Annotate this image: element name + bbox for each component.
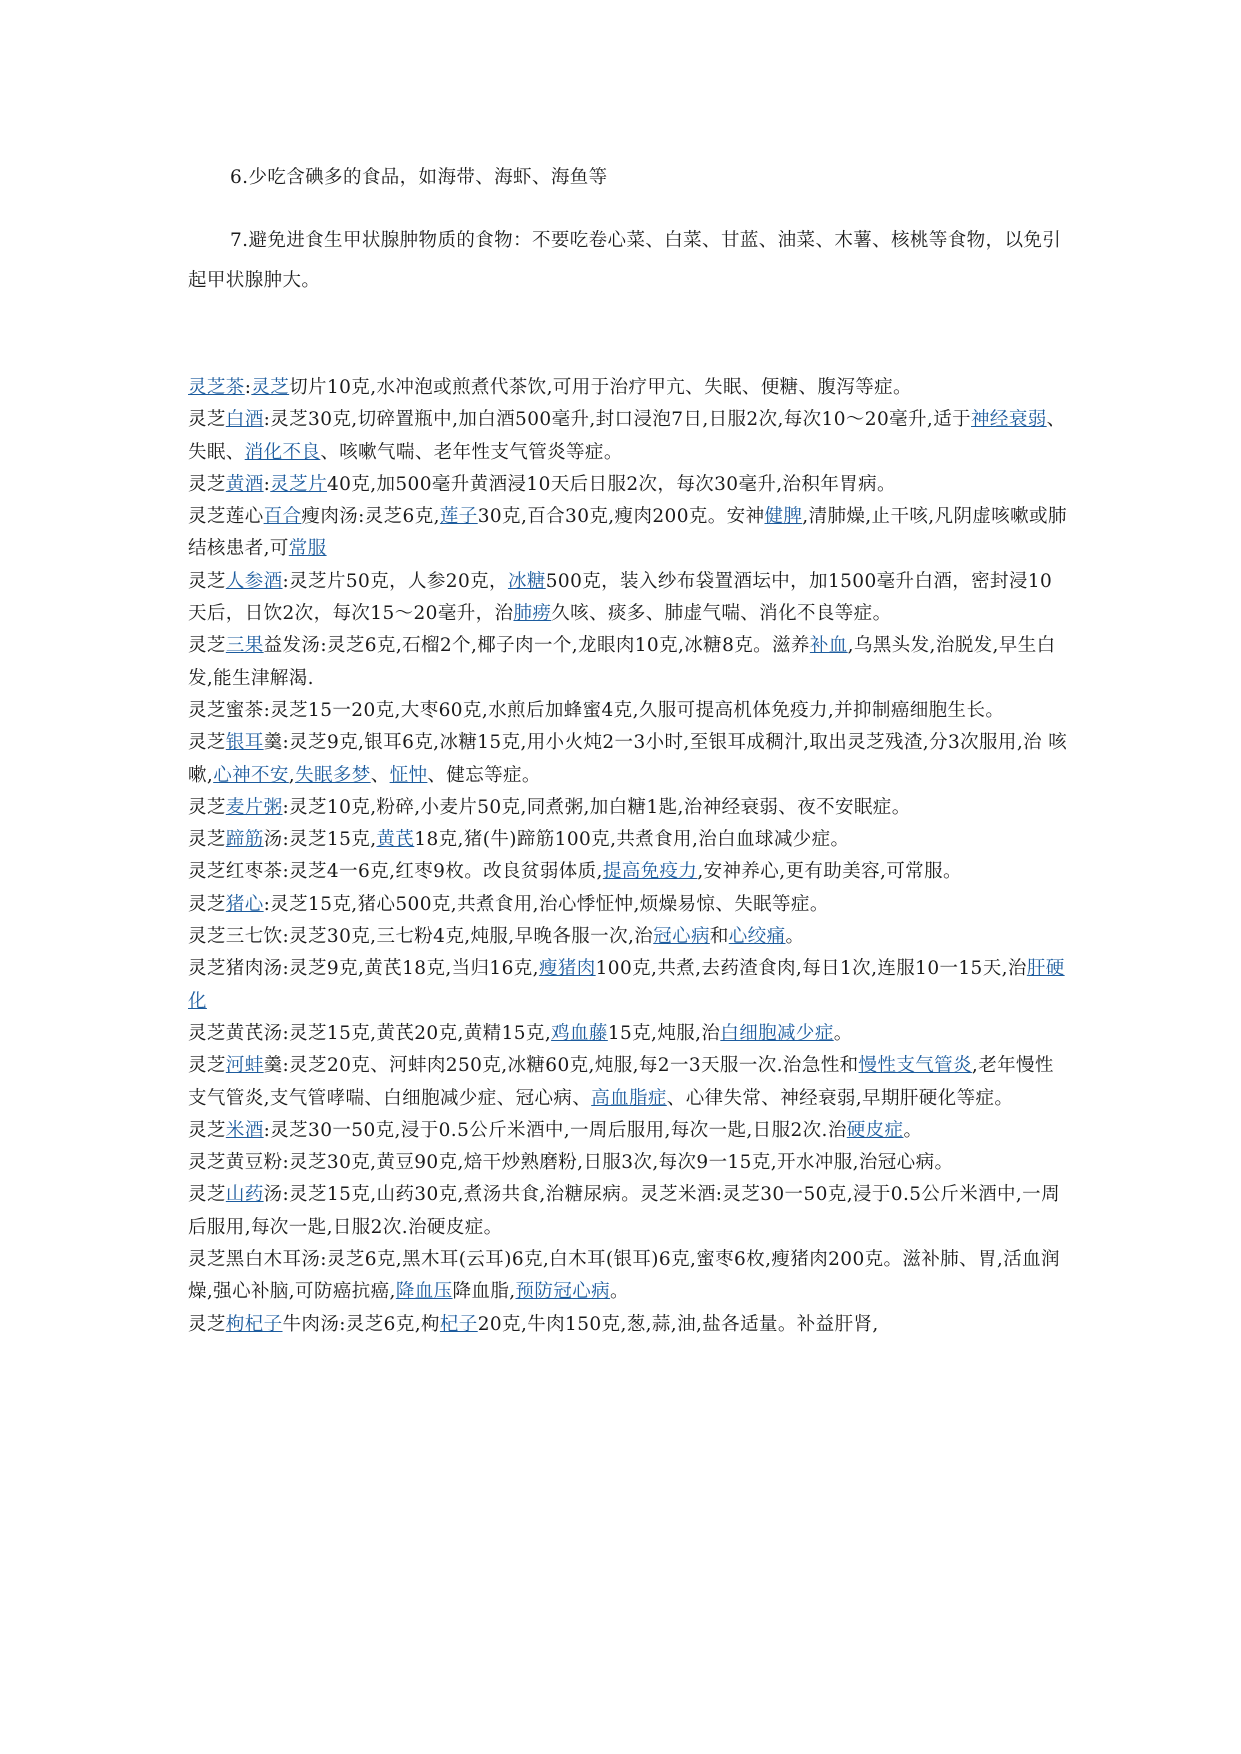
keyword-link[interactable]: 高血脂症: [591, 1087, 667, 1109]
recipe-item: [188, 921, 1068, 953]
text-run: 灵芝: [188, 732, 226, 754]
recipe-item: [188, 1244, 1068, 1309]
keyword-link[interactable]: 黄芪: [376, 829, 415, 851]
text-run: 灵芝猪肉汤:灵芝9克,黄芪18克,当归16克,: [188, 958, 539, 980]
text-run: 18克,猪(牛)蹄筋100克,共煮食用,治白血球减少症。: [414, 829, 850, 851]
keyword-link[interactable]: 灵芝茶: [188, 377, 245, 398]
keyword-link[interactable]: 失眠多梦: [295, 764, 371, 786]
text-run: 、咳嗽气喘、老年性支气管炎等症。: [320, 441, 623, 463]
recipe-item: [188, 630, 1068, 695]
text-run: 。: [785, 926, 805, 948]
text-run: 瘦肉汤:灵芝6克,: [301, 506, 440, 528]
keyword-link[interactable]: 硬皮症: [846, 1119, 904, 1141]
keyword-link[interactable]: 白细胞减少症: [720, 1022, 834, 1044]
text-run: 灵芝: [188, 1055, 226, 1077]
recipe-item: [188, 404, 1068, 469]
recipe-item: [188, 1147, 1068, 1179]
text-run: 40克,加500毫升黄酒浸10天后日服2次，每次30毫升,治积年胃病。: [326, 473, 896, 495]
keyword-link[interactable]: 黄酒: [225, 473, 264, 495]
recipe-item: [188, 566, 1068, 631]
keyword-link[interactable]: 猪心: [225, 893, 264, 915]
text-run: 灵芝黄芪汤:灵芝15克,黄芪20克,黄精15克,: [188, 1022, 552, 1044]
intro-paragraph: [188, 221, 1068, 301]
recipe-item: [188, 1309, 1068, 1341]
text-run: 降血脂,: [452, 1281, 516, 1303]
text-run: :灵芝30克,切碎置瓶中,加白酒500毫升,封口浸泡7日,日服2次,每次10～20毫升,适于: [263, 409, 972, 431]
text-run: 久咳、痰多、肺虚气喘、消化不良等症。: [551, 603, 892, 625]
keyword-link[interactable]: 蹄筋: [225, 829, 264, 851]
text-run: 灵芝: [188, 473, 226, 495]
keyword-link[interactable]: 消化不良: [244, 441, 321, 463]
text-run: 6.少吃含碘多的食品，如海带、海虾、海鱼等: [230, 167, 608, 188]
keyword-link[interactable]: 补血: [809, 635, 848, 657]
text-run: :灵芝30一50克,浸于0.5公斤米酒中,一周后服用,每次一匙,日服2次.治: [263, 1119, 847, 1141]
text-run: :灵芝片50克，人参20克，: [282, 570, 508, 592]
keyword-link[interactable]: 人参酒: [225, 570, 283, 592]
text-run: 灵芝: [188, 1313, 226, 1335]
text-run: 灵芝: [188, 1184, 226, 1206]
keyword-link[interactable]: 肝硬化: [188, 958, 1065, 1012]
text-run: 牛肉汤:灵芝6克,枸: [282, 1313, 440, 1335]
keyword-link[interactable]: 常服: [288, 538, 327, 560]
text-run: 羹:灵芝20克、河蚌肉250克,冰糖60克,炖服,每2一3天服一次.治急性和: [263, 1055, 859, 1077]
keyword-link[interactable]: 银耳: [225, 732, 264, 754]
keyword-link[interactable]: 肺痨: [513, 603, 552, 625]
keyword-link[interactable]: 鸡血藤: [551, 1022, 608, 1044]
recipe-item: [188, 727, 1068, 792]
text-run: 灵芝黄豆粉:灵芝30克,黄豆90克,焙干炒熟磨粉,日服3次,每次9一15克,开水冲服,治冠心病。: [188, 1152, 954, 1174]
keyword-link[interactable]: 河蚌: [225, 1055, 264, 1077]
text-run: :: [244, 377, 252, 398]
text-run: 100克,共煮,去药渣食肉,每日1次,连服10一15天,治: [595, 958, 1027, 980]
keyword-link[interactable]: 预防冠心病: [515, 1281, 611, 1303]
text-run: 、: [370, 764, 390, 786]
text-run: 7.避免进食生甲状腺肿物质的食物：不要吃卷心菜、白菜、甘蓝、油菜、木薯、核桃等食物，以免引起甲状腺肿大。: [188, 230, 1062, 291]
keyword-link[interactable]: 冰糖: [507, 570, 546, 592]
text-run: 、心律失常、神经衰弱,早期肝硬化等症。: [666, 1087, 1014, 1109]
keyword-link[interactable]: 灵芝片: [270, 473, 327, 495]
keyword-link[interactable]: 枸杞子: [225, 1313, 283, 1335]
text-run: ,乌黑头发,治脱发,早生白发,能生津解渴.: [188, 635, 1056, 689]
keyword-link[interactable]: 降血压: [395, 1281, 453, 1303]
text-run: 。: [610, 1281, 629, 1303]
text-run: 切片10克,水冲泡或煎煮代茶饮,可用于治疗甲亢、失眠、便糖、腹泻等症。: [289, 377, 912, 398]
recipe-item: [188, 1179, 1068, 1244]
text-run: 灵芝: [188, 570, 226, 592]
keyword-link[interactable]: 米酒: [225, 1119, 264, 1141]
text-run: 灵芝: [188, 635, 226, 657]
text-run: 汤:灵芝15克,山药30克,煮汤共食,治糖尿病。灵芝米酒:灵芝30一50克,浸于0.5公斤米酒中,一周后服用,每次一匙,日服2次.治硬皮症。: [188, 1184, 1060, 1238]
text-run: 灵芝三七饮:灵芝30克,三七粉4克,炖服,早晚各服一次,治: [188, 926, 654, 948]
keyword-link[interactable]: 莲子: [439, 506, 478, 528]
text-run: 羹:灵芝9克,银耳6克,冰糖15克,用小火炖2一3小时,至银耳成稠汁,取出灵芝残渣,分3次服用,治 咳嗽,: [188, 732, 1068, 786]
text-run: 20克,牛肉150克,葱,蒜,油,盐各适量。补益肝肾,: [477, 1313, 879, 1335]
text-run: :灵芝10克,粉碎,小麦片50克,同煮粥,加白糖1匙,治神经衰弱、夜不安眠症。: [282, 796, 911, 818]
recipe-list: [188, 372, 1068, 1341]
recipe-item: [188, 1018, 1068, 1050]
text-run: :: [263, 473, 271, 495]
keyword-link[interactable]: 慢性支气管炎: [858, 1055, 972, 1077]
recipe-item: [188, 856, 1068, 888]
keyword-link[interactable]: 冠心病: [653, 926, 710, 948]
text-run: 和: [709, 926, 729, 948]
text-run: 灵芝莲心: [188, 506, 264, 528]
keyword-link[interactable]: 心绞痛: [728, 926, 786, 948]
keyword-link[interactable]: 百合: [263, 506, 302, 528]
text-run: 灵芝: [188, 409, 226, 431]
text-run: ,: [288, 764, 296, 786]
text-run: 、健忘等症。: [427, 764, 541, 786]
text-run: 灵芝: [188, 829, 226, 851]
keyword-link[interactable]: 提高免疫力: [602, 861, 698, 883]
keyword-link[interactable]: 杞子: [439, 1313, 478, 1335]
text-run: ,清肺燥,止干咳,凡阴虚咳嗽或肺结核患者,可: [188, 506, 1067, 560]
intro-paragraph: [188, 158, 1068, 198]
text-run: 灵芝蜜茶:灵芝15一20克,大枣60克,水煎后加蜂蜜4克,久服可提高机体免疫力,并抑制癌细胞生长。: [188, 699, 1005, 721]
text-run: 、失眠、: [188, 409, 1066, 463]
keyword-link[interactable]: 心神不安: [213, 764, 289, 786]
recipe-item: [188, 695, 1068, 727]
recipe-item: [188, 792, 1068, 824]
text-run: 。: [833, 1022, 853, 1044]
text-run: 汤:灵芝15克,: [263, 829, 377, 851]
text-run: 灵芝黑白木耳汤:灵芝6克,黑木耳(云耳)6克,白木耳(银耳)6克,蜜枣6枚,瘦猪肉200克。滋补肺、胃,活血润燥,强心补脑,可防癌抗癌,: [188, 1249, 1060, 1303]
keyword-link[interactable]: 神经衰弱: [971, 409, 1047, 431]
keyword-link[interactable]: 瘦猪肉: [538, 958, 596, 980]
recipe-item: [188, 953, 1068, 1018]
text-run: 500克，装入纱布袋置酒坛中，加1500毫升白酒，密封浸10天后，日饮2次，每次15～20毫升，治: [188, 570, 1053, 625]
text-run: 30克,百合30克,瘦肉200克。安神: [477, 506, 765, 528]
recipe-item: [188, 501, 1068, 566]
text-run: 。: [903, 1119, 923, 1141]
keyword-link[interactable]: 白酒: [225, 409, 264, 431]
keyword-link[interactable]: 三果: [225, 635, 264, 657]
keyword-link[interactable]: 山药: [225, 1184, 264, 1206]
keyword-link[interactable]: 灵芝: [251, 377, 290, 398]
recipe-item: [188, 469, 1068, 501]
keyword-link[interactable]: 麦片粥: [225, 796, 283, 818]
recipe-item: [188, 824, 1068, 856]
text-run: 灵芝: [188, 1119, 226, 1141]
text-run: 灵芝: [188, 796, 226, 818]
text-run: ,安神养心,更有助美容,可常服。: [697, 861, 962, 883]
recipe-item: [188, 1115, 1068, 1147]
text-run: :灵芝15克,猪心500克,共煮食用,治心悸怔忡,烦燥易惊、失眠等症。: [263, 893, 829, 915]
keyword-link[interactable]: 健脾: [764, 506, 803, 528]
recipe-item: [188, 1050, 1068, 1115]
keyword-link[interactable]: 怔忡: [389, 764, 428, 786]
recipe-item: [188, 372, 1068, 404]
text-run: 灵芝红枣茶:灵芝4一6克,红枣9枚。改良贫弱体质,: [188, 861, 603, 883]
intro-section: [188, 158, 1068, 301]
text-run: ,老年慢性支气管炎,支气管哮喘、白细胞减少症、冠心病、: [188, 1055, 1054, 1109]
text-run: 灵芝: [188, 893, 226, 915]
recipe-item: [188, 889, 1068, 921]
text-run: 15克,炖服,治: [607, 1022, 721, 1044]
text-run: 益发汤:灵芝6克,石榴2个,椰子肉一个,龙眼肉10克,冰糖8克。滋养: [263, 635, 810, 657]
